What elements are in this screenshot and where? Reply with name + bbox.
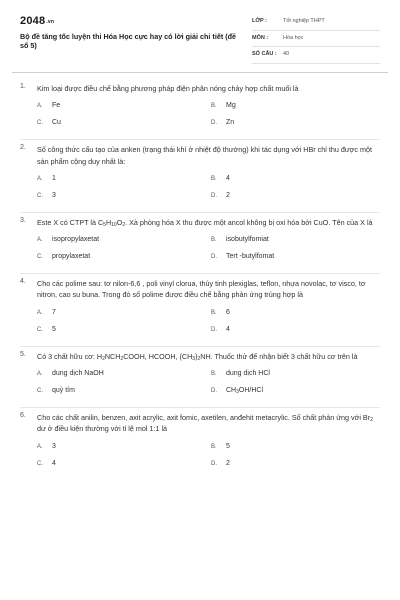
- option-text: [226, 236, 269, 243]
- answer-option[interactable]: [211, 369, 385, 379]
- option-label: A.: [37, 371, 43, 378]
- text-run: quỳ tím: [52, 387, 75, 395]
- option-label: D.: [211, 326, 217, 333]
- answer-option[interactable]: [37, 235, 211, 245]
- text-run: 5: [52, 325, 56, 333]
- question-item: [20, 407, 380, 480]
- option-text: [52, 192, 56, 199]
- answer-option[interactable]: [37, 325, 211, 335]
- text-run: Kim loại được điều chế bằng phương pháp điện phân nóng chảy hợp chất muối là: [37, 84, 299, 93]
- answer-option[interactable]: [37, 369, 211, 379]
- info-key: SỐ CÂU :: [252, 51, 277, 57]
- question-text: [37, 217, 380, 228]
- subscript: 2: [102, 355, 105, 362]
- option-text: [226, 175, 230, 182]
- answer-option[interactable]: [37, 101, 211, 111]
- question-number: 3.: [20, 216, 26, 224]
- question-number: 2.: [20, 144, 26, 152]
- answer-options: [37, 235, 380, 273]
- answer-option[interactable]: [211, 174, 385, 184]
- question-text: [37, 278, 380, 301]
- text-run: OH/HCl: [238, 387, 264, 395]
- option-text: [52, 119, 61, 126]
- option-text: [226, 192, 230, 199]
- text-run: NCH: [104, 351, 121, 361]
- subscript: 3: [192, 355, 196, 362]
- site-logo[interactable]: [20, 15, 54, 27]
- info-value: Hóa học: [283, 34, 304, 41]
- question-number: 4.: [20, 278, 26, 286]
- option-label: B.: [211, 175, 217, 182]
- subscript: 2: [197, 355, 201, 362]
- option-label: A.: [37, 103, 43, 110]
- option-label: D.: [211, 460, 217, 467]
- question-item: [20, 139, 380, 212]
- option-text: [52, 460, 56, 467]
- text-run: 6: [226, 308, 230, 316]
- option-label: D.: [211, 120, 217, 127]
- subscript: 3: [236, 389, 239, 396]
- answer-option[interactable]: [37, 174, 211, 184]
- text-run: 2: [226, 191, 230, 199]
- answer-option[interactable]: [211, 325, 385, 335]
- subscript: 2: [122, 221, 126, 228]
- question-number: 1.: [20, 83, 26, 90]
- info-row-subject: [252, 31, 380, 48]
- info-box: [252, 14, 380, 64]
- question-item: [20, 346, 380, 407]
- worksheet-header: [0, 0, 400, 72]
- text-run: Zn: [226, 119, 235, 127]
- text-run: Cu: [52, 119, 61, 127]
- text-run: Cho các chất anilin, benzen, axit acrylic, axit fomic, axetilen, anđehit metacrylic. Số chất phản ứng với Br: [37, 413, 371, 423]
- option-label: D.: [211, 388, 217, 395]
- text-run: propylaxetat: [52, 253, 91, 261]
- text-run: 7: [52, 308, 56, 316]
- option-label: C.: [37, 326, 43, 333]
- option-label: B.: [211, 103, 217, 110]
- answer-option[interactable]: [37, 252, 211, 262]
- text-run: 4: [52, 459, 56, 467]
- option-text: [226, 370, 270, 377]
- question-number: 6.: [20, 412, 26, 420]
- text-run: . Xà phòng hóa X thu được một ancol không bị oxi hóa bởi CuO. Tên của X là: [125, 217, 373, 227]
- option-text: [226, 309, 230, 316]
- answer-option[interactable]: [211, 191, 385, 201]
- option-label: B.: [211, 443, 217, 450]
- option-label: C.: [37, 460, 43, 467]
- option-text: [52, 326, 56, 333]
- option-text: [52, 387, 75, 394]
- option-label: B.: [211, 237, 217, 244]
- answer-option[interactable]: [37, 308, 211, 318]
- info-row-grade: [252, 14, 380, 31]
- option-label: C.: [37, 192, 43, 199]
- text-run: O: [116, 217, 123, 227]
- option-text: [52, 309, 56, 316]
- option-label: C.: [37, 254, 43, 261]
- option-text: [52, 370, 104, 377]
- text-run: dư ở điều kiện thường với tỉ lệ mol 1:1 là: [37, 424, 168, 434]
- question-text: [37, 144, 380, 167]
- question-text: [37, 351, 380, 362]
- option-text: [52, 102, 60, 109]
- answer-option[interactable]: [37, 386, 211, 396]
- question-text: [37, 83, 380, 94]
- subscript: 2: [370, 417, 373, 424]
- text-run: Fe: [52, 102, 61, 110]
- option-label: A.: [37, 443, 43, 450]
- answer-option[interactable]: [211, 252, 385, 262]
- text-run: 5: [226, 442, 230, 450]
- answer-option[interactable]: [211, 308, 385, 318]
- option-label: D.: [211, 192, 217, 199]
- option-text: [226, 326, 230, 333]
- option-label: B.: [211, 309, 217, 316]
- option-label: A.: [37, 175, 43, 182]
- option-label: C.: [37, 120, 43, 127]
- option-text: [226, 460, 230, 467]
- text-run: isopropylaxetat: [52, 236, 100, 244]
- text-run: 3: [52, 442, 56, 450]
- option-label: A.: [37, 237, 43, 244]
- option-text: [226, 102, 236, 109]
- answer-option[interactable]: [37, 459, 211, 469]
- text-run: Este X có CTPT là C: [37, 217, 104, 227]
- option-text: [52, 443, 56, 450]
- answer-option[interactable]: [211, 118, 385, 128]
- text-run: 4: [226, 325, 230, 333]
- option-text: [52, 175, 56, 182]
- answer-options: [37, 369, 380, 407]
- text-run: dung dịch HCl: [226, 370, 270, 378]
- text-run: 4: [226, 174, 230, 182]
- answer-option[interactable]: [37, 118, 211, 128]
- option-text: [226, 443, 230, 450]
- text-run: dung dịch NaOH: [52, 370, 104, 378]
- document-title: Bộ đề tăng tốc luyện thi Hóa Học cực hay có lời giải chi tiết (đề số 5): [20, 32, 236, 50]
- answer-option[interactable]: [37, 442, 211, 452]
- text-run: Số công thức cấu tạo của anken (trạng thái khí ở nhiệt độ thường) khi tác dụng với HBr chỉ thu được một sản phẩm cộng duy nhất là:: [37, 145, 372, 166]
- question-item: [20, 273, 380, 346]
- question-item: [20, 212, 380, 273]
- text-run: H: [105, 217, 112, 227]
- text-run: 1: [52, 174, 56, 182]
- answer-options: [37, 442, 380, 480]
- logo-domain: .vn: [46, 19, 55, 25]
- question-text: [37, 412, 380, 435]
- option-text: [52, 236, 99, 243]
- option-label: C.: [37, 388, 43, 395]
- text-run: CH: [226, 387, 237, 395]
- answer-options: [37, 174, 380, 212]
- info-value: Tốt nghiệp THPT: [283, 18, 325, 24]
- answer-options: [37, 101, 380, 139]
- option-text: [226, 119, 234, 126]
- info-row-question-count: [252, 47, 380, 64]
- answer-option[interactable]: [211, 442, 385, 452]
- option-label: B.: [211, 371, 217, 378]
- logo-main: 2048: [20, 15, 46, 27]
- text-run: isobutylfomiat: [226, 236, 269, 244]
- header-divider: [12, 72, 388, 73]
- answer-option[interactable]: [37, 191, 211, 201]
- text-run: Tert -butylfomat: [226, 253, 275, 261]
- answer-option[interactable]: [211, 386, 385, 396]
- answer-option[interactable]: [211, 101, 385, 111]
- subscript: 2: [120, 355, 124, 362]
- text-run: NH. Thuốc thử để nhận biết 3 chất hữu cơ trên là: [200, 351, 358, 361]
- question-list: [0, 79, 400, 480]
- option-label: D.: [211, 254, 217, 261]
- answer-option[interactable]: [211, 235, 385, 245]
- info-key: LỚP :: [252, 18, 267, 24]
- info-key: MÔN :: [252, 34, 269, 41]
- text-run: 2: [226, 459, 230, 467]
- text-run: COOH, HCOOH, (CH: [123, 351, 193, 361]
- option-text: [226, 253, 274, 260]
- text-run: Mg: [226, 102, 236, 110]
- subscript: 10: [111, 221, 117, 228]
- option-text: [52, 253, 90, 260]
- question-item: [20, 79, 380, 139]
- subscript: 5: [103, 221, 106, 228]
- text-run: ): [195, 351, 198, 361]
- info-value: 40: [283, 51, 290, 57]
- text-run: 3: [52, 191, 56, 199]
- option-text: [226, 387, 263, 394]
- option-label: A.: [37, 309, 43, 316]
- answer-option[interactable]: [211, 459, 385, 469]
- question-number: 5.: [20, 350, 26, 358]
- text-run: Có 3 chất hữu cơ: H: [37, 351, 103, 361]
- text-run: Cho các polime sau: tơ nilon-6,6 , poli vinyl clorua, thủy tinh plexiglas, teflon, nhựa novolac, tơ visco, tơ nitron, cao su buna. Trong đó số polime được điều chế bằng phản ứng trùng hợp là: [37, 279, 366, 300]
- answer-options: [37, 308, 380, 346]
